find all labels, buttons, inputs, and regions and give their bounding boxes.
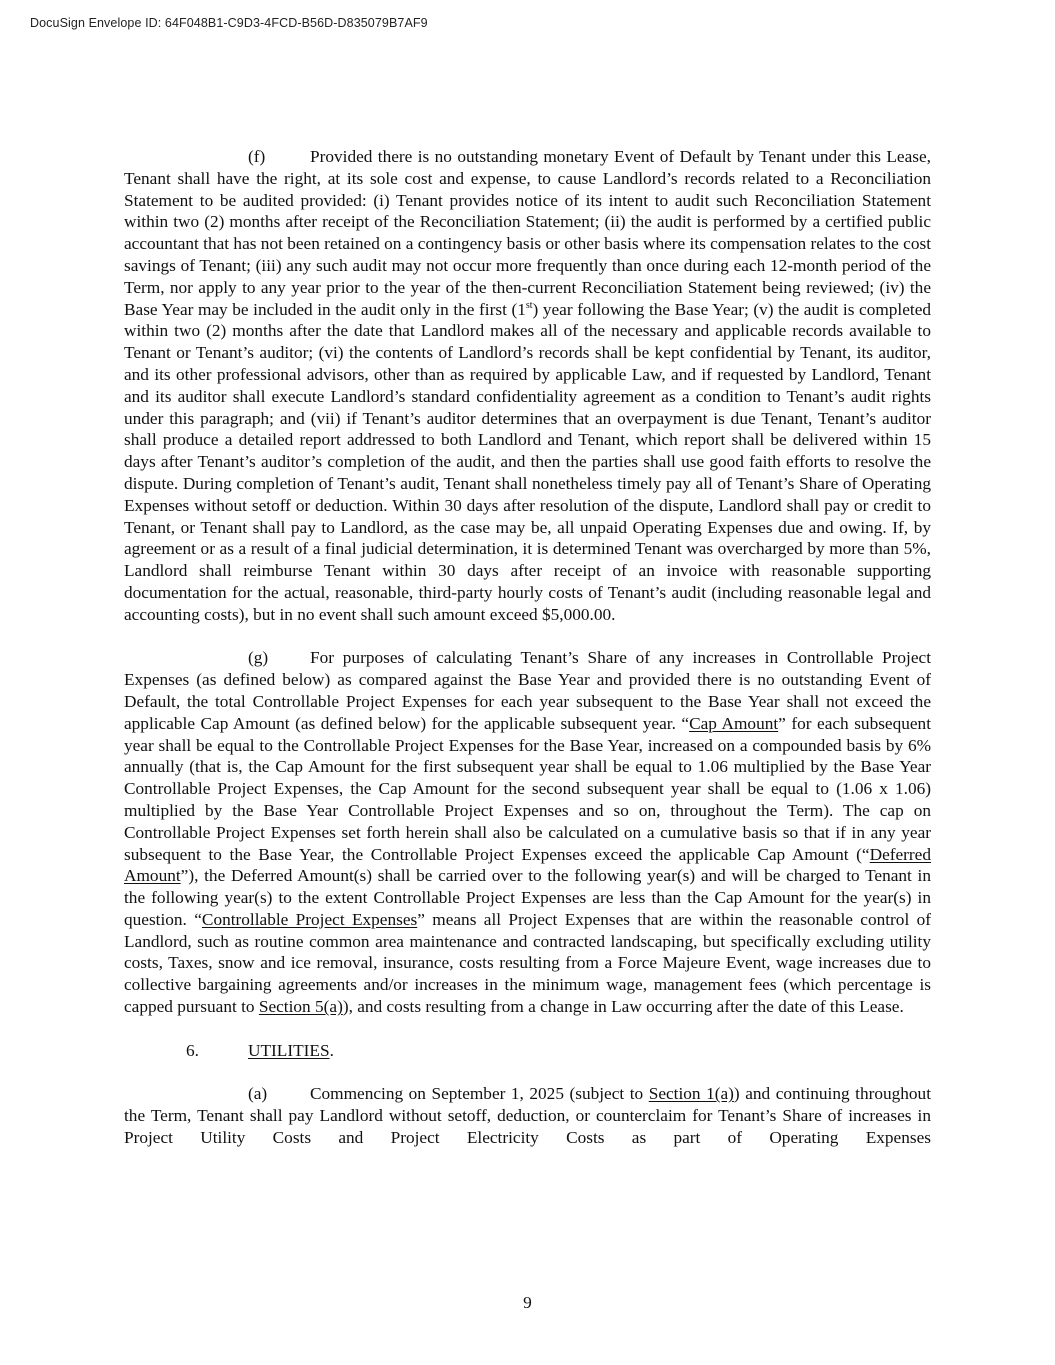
defined-term-controllable-project-expenses: Controllable Project Expenses (201, 909, 418, 929)
section-5a-reference: Section 5(a) (258, 997, 343, 1017)
document-body (124, 146, 931, 1149)
superscript-st: st (525, 299, 533, 311)
paragraph-g (124, 647, 931, 1018)
paragraph-6a-text-2: ) and continuing throughout the Term, Tenant shall pay Landlord without setoff, deduction, or counterclaim for Tenant’s Share of increases in Project Utility Costs and Project Electricity Costs as part of Operating Expenses (124, 1084, 931, 1147)
defined-term-deferred-amount: Deferred Amount (124, 844, 931, 886)
paragraph-f-text-1: Provided there is no outstanding monetary Event of Default by Tenant under this Lease, Tenant shall have the right, at its sole cost and expense, to cause Landlord’s records related to a Reconciliation Statement to be audited provided: (i) Tenant provides notice of its intent to audit such Reconciliation Statement within two (2) months after receipt of the Reconciliation Statement; (ii) the audit is performed by a certified public accountant that has not been retained on a contingency basis or other basis where its compensation relates to the cost savings of Tenant; (iii) any such audit may not occur more frequently than once during each 12-month period of the Term, nor apply to any year prior to the year of the then-current Reconciliation Statement being reviewed; (iv) the Base Year may be included in the audit only in the first (1 (124, 147, 931, 319)
section-6-title-suffix: . (329, 1040, 334, 1060)
section-1a-reference: Section 1(a) (648, 1084, 734, 1104)
section-6-heading (124, 1040, 931, 1062)
paragraph-g-text-4: ” means all Project Expenses that are within the reasonable control of Landlord, such as routine common area maintenance and contracted landscaping, but specifically excluding utility costs, Taxes, snow and ice removal, insurance, costs resulting from a Force Majeure Event, wage increases due to collective bargaining agreements and/or increases in the minimum wage, management fees (which percentage is capped pursuant to (124, 909, 932, 1017)
paragraph-f-text-2: ) year following the Base Year; (v) the audit is completed within two (2) months after the date that Landlord makes all of the necessary and applicable records available to Tenant or Tenant’s auditor; (vi) the contents of Landlord’s records shall be kept confidential by Tenant, its auditor, and its other professional advisors, other than as required by applicable Law, and if requested by Landlord, Tenant and its auditor shall execute Landlord’s standard confidentiality agreement as a condition to Tenant’s audit rights under this paragraph; and (vii) if Tenant’s auditor determines that an overpayment is due Tenant, Tenant’s auditor shall produce a detailed report addressed to both Landlord and Tenant, which report shall be delivered within 15 days after Tenant’s auditor’s completion of the audit, and then the parties shall use good faith efforts to resolve the dispute. During completion of Tenant’s audit, Tenant shall nonetheless timely pay all of Tenant’s Share of Operating Expenses without setoff or deduction. Within 30 days after resolution of the dispute, Landlord shall pay or credit to Tenant, or Tenant shall pay to Landlord, as the case may be, all unpaid Operating Expenses due and owing. If, by agreement or as a result of a final judicial determination, it is determined Tenant was overcharged by more than 5%, Landlord shall reimburse Tenant within 30 days after receipt of an invoice with reasonable supporting documentation for the actual, reasonable, third-party hourly costs of Tenant’s audit (including reasonable legal and accounting costs), but in no event shall such amount exceed $5,000.00. (124, 299, 931, 624)
paragraph-g-text-1: For purposes of calculating Tenant’s Share of any increases in Controllable Project Expenses (as defined below) as compared against the Base Year and provided there is no outstanding Event of Default, the total Controllable Project Expenses for each year subsequent to the Base Year shall not exceed the applicable Cap Amount (as defined below) for the applicable subsequent year. “ (124, 648, 931, 733)
paragraph-g-label: (g) (248, 648, 269, 668)
paragraph-6a-text-1: Commencing on September 1, 2025 (subject to (310, 1084, 649, 1104)
docusign-envelope-id: DocuSign Envelope ID: 64F048B1-C9D3-4FCD-B56D-D835079B7AF9 (30, 16, 428, 30)
defined-term-cap-amount: Cap Amount (689, 713, 779, 733)
section-6-title: UTILITIES (248, 1040, 330, 1060)
section-6-number: 6. (186, 1040, 199, 1060)
paragraph-g-text-3: ”), the Deferred Amount(s) shall be carried over to the following year(s) and will be charged to Tenant in the following year(s) to the extent Controllable Project Expenses are less than the Cap Amount for the year(s) in question. “ (124, 866, 931, 929)
paragraph-6a-label: (a) (248, 1084, 268, 1104)
paragraph-6a (124, 1083, 931, 1148)
paragraph-f (124, 146, 931, 626)
paragraph-g-text-2: ” for each subsequent year shall be equal to the Controllable Project Expenses for the Base Year, increased on a compounded basis by 6% annually (that is, the Cap Amount for the first subsequent year shall be equal to 1.06 multiplied by the Base Year Controllable Project Expenses, the Cap Amount for the second subsequent year shall be equal to (1.06 x 1.06) multiplied by the Base Year Controllable Project Expenses and so on, throughout the Term). The cap on Controllable Project Expenses set forth herein shall also be calculated on a cumulative basis so that if in any year subsequent to the Base Year, the Controllable Project Expenses exceed the applicable Cap Amount (“ (124, 713, 931, 864)
paragraph-g-text-5: ), and costs resulting from a change in Law occurring after the date of this Lease. (342, 997, 904, 1017)
page-number: 9 (523, 1293, 532, 1312)
paragraph-f-label: (f) (248, 147, 266, 166)
